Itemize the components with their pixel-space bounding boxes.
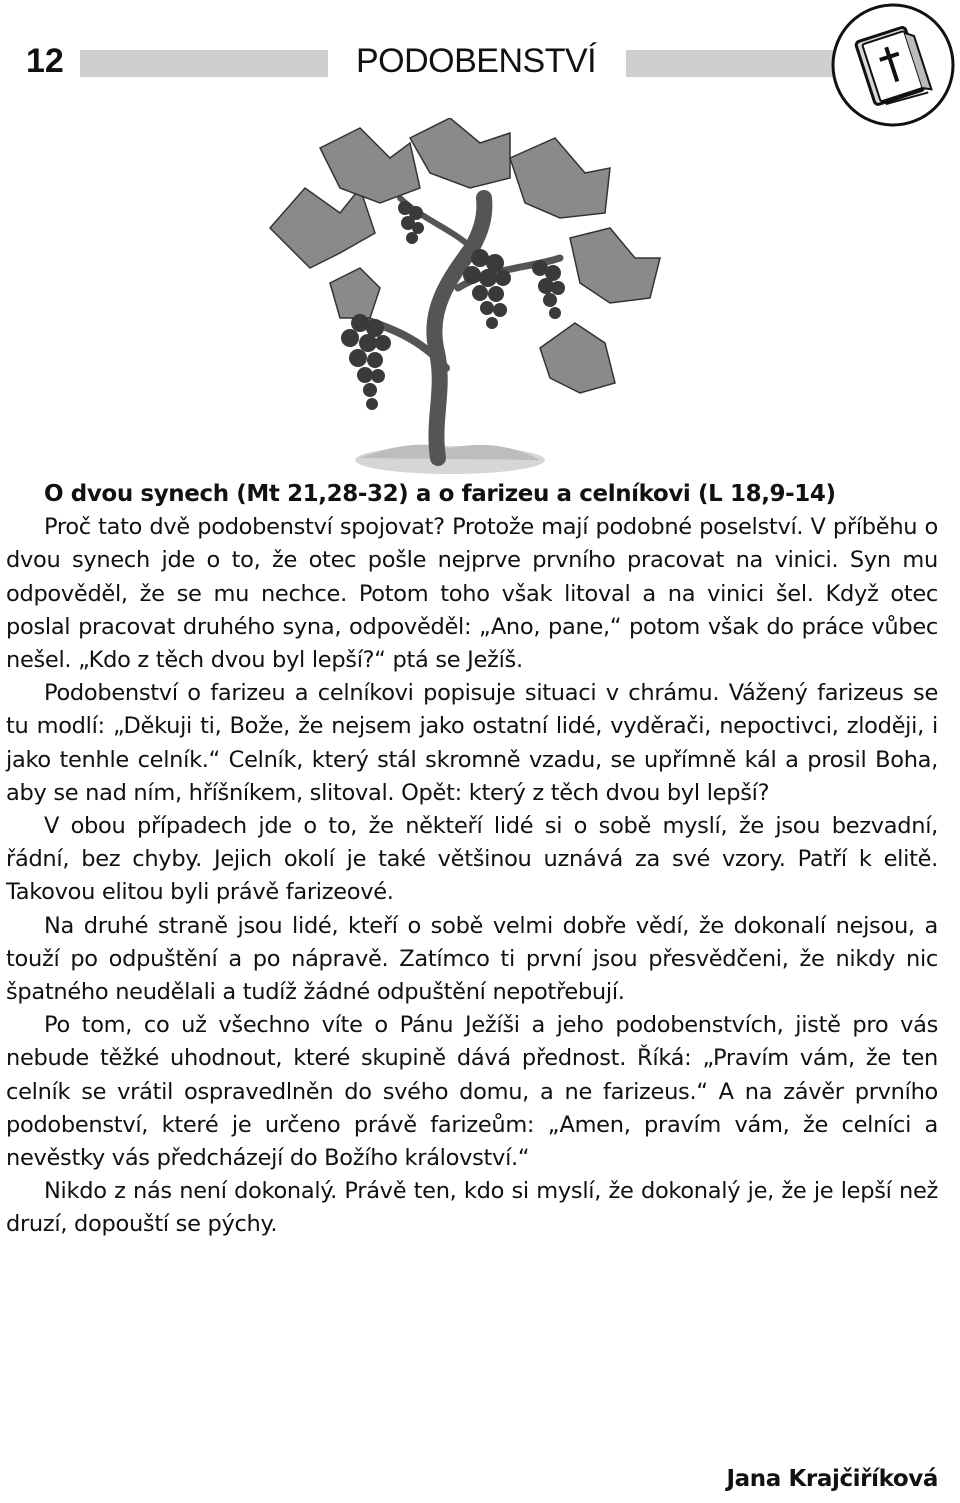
header-bar-left — [80, 50, 328, 77]
page-header — [0, 0, 960, 130]
paragraph-2: Podobenství o farizeu a celníkovi popisuje situaci v chrámu. Vážený farizeus se tu modlí: „Děkuji ti, Bože, že nejsem jako ostatní lidé, vyděrači, nepoctivci, zloději, i jako tenhle celník.“ Celník, který stál skromně vzadu, se upřímně kál a prosil Boha, aby se nad ním, hříšníkem, slitoval. Opět: který z těch dvou byl lepší? — [6, 680, 938, 806]
page-number: 12 — [26, 42, 64, 80]
paragraph-1: Proč tato dvě podobenství spojovat? Protože mají podobné poselství. V příběhu o dvou synech jde o to, že otec pošle nejprve prvního pracovat na vinici. Syn mu odpověděl, že se mu nechce. Potom toho však litoval a na vinici šel. Když otec poslal pracovat druhého syna, odpověděl: „Ano, pane,“ potom však do práce vůbec nešel. „Kdo z těch dvou byl lepší?“ ptá se Ježíš. — [6, 514, 938, 674]
paragraph-5: Po tom, co už všechno víte o Pánu Ježíši a jeho podobenstvích, jistě pro vás nebude těžké uhodnout, které skupině dává přednost. Říká: „Pravím vám, že ten celník se vrátil ospravedlněn do svého domu, a ne farizeus.“ A na závěr prvního podobenství, které je určeno právě farizeům: „Amen, pravím vám, že celníci a nevěstky vás předcházejí do Božího království.“ — [6, 1012, 938, 1172]
article-title: O dvou synech (Mt 21,28-32) a o farizeu a celníkovi (L 18,9-14) — [44, 481, 836, 507]
article-author: Jana Krajčiříková — [726, 1466, 938, 1492]
paragraph-3: V obou případech jde o to, že někteří lidé si o sobě myslí, že jsou bezvadní, řádní, bez chyby. Jejich okolí je také většinou uznává za své vzory. Patří k elitě. Takovou elitou byli právě farizeové. — [6, 813, 938, 906]
bible-book-icon — [830, 2, 956, 128]
paragraph-4: Na druhé straně jsou lidé, kteří o sobě velmi dobře vědí, že dokonalí nejsou, a touží po odpuštění a po nápravě. Zatímco ti první jsou přesvědčeni, že nikdy nic špatného neudělali a tudíž žádné odpuštění nepotřebují. — [6, 912, 938, 1006]
grapevine-icon — [210, 118, 680, 478]
article-body — [6, 478, 938, 1242]
section-title: PODOBENSTVÍ — [356, 42, 597, 80]
header-bar-right — [626, 50, 840, 77]
paragraph-6: Nikdo z nás není dokonalý. Právě ten, kdo si myslí, že dokonalý je, že je lepší než druzí, dopouští se pýchy. — [6, 1178, 938, 1238]
